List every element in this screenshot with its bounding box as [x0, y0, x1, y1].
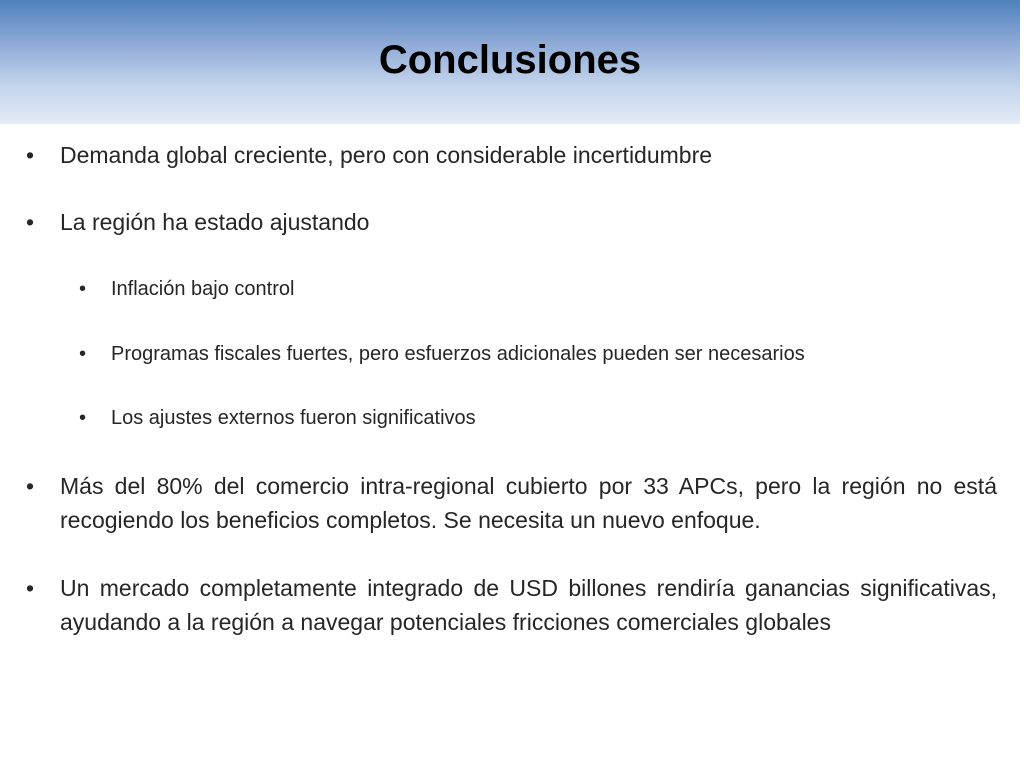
bullet-icon: • [26, 575, 35, 601]
bullet-icon: • [26, 209, 35, 235]
bullet-text: La región ha estado ajustando [60, 209, 370, 235]
bullet-item-2 [26, 205, 997, 239]
bullet-text: Los ajustes externos fueron significativos [111, 407, 476, 429]
bullet-icon: • [79, 407, 87, 429]
bullet-icon: • [79, 278, 87, 300]
bullet-item-3 [26, 469, 997, 537]
slide-title: Conclusiones [378, 38, 642, 82]
bullet-text: Inflación bajo control [111, 278, 295, 300]
sub-bullet-item-1 [79, 275, 991, 303]
bullet-icon: • [79, 343, 87, 365]
sub-bullet-item-3 [79, 404, 991, 432]
bullet-item-4 [26, 571, 997, 639]
bullet-icon: • [26, 473, 35, 499]
sub-bullet-item-2 [79, 340, 991, 368]
bullet-text: Más del 80% del comercio intra-regional cubierto por 33 APCs, pero la región no está recogiendo los beneficios completos. Se necesita un nuevo enfoque. [60, 473, 997, 533]
bullet-text: Programas fiscales fuertes, pero esfuerzos adicionales pueden ser necesarios [111, 343, 805, 365]
bullet-text: Demanda global creciente, pero con considerable incertidumbre [60, 142, 713, 168]
bullet-text: Un mercado completamente integrado de USD billones rendiría ganancias significativas, ayudando a la región a navegar potenciales fricciones comerciales globales [60, 575, 997, 635]
bullet-icon: • [26, 142, 35, 168]
bullet-item-1 [26, 138, 997, 172]
